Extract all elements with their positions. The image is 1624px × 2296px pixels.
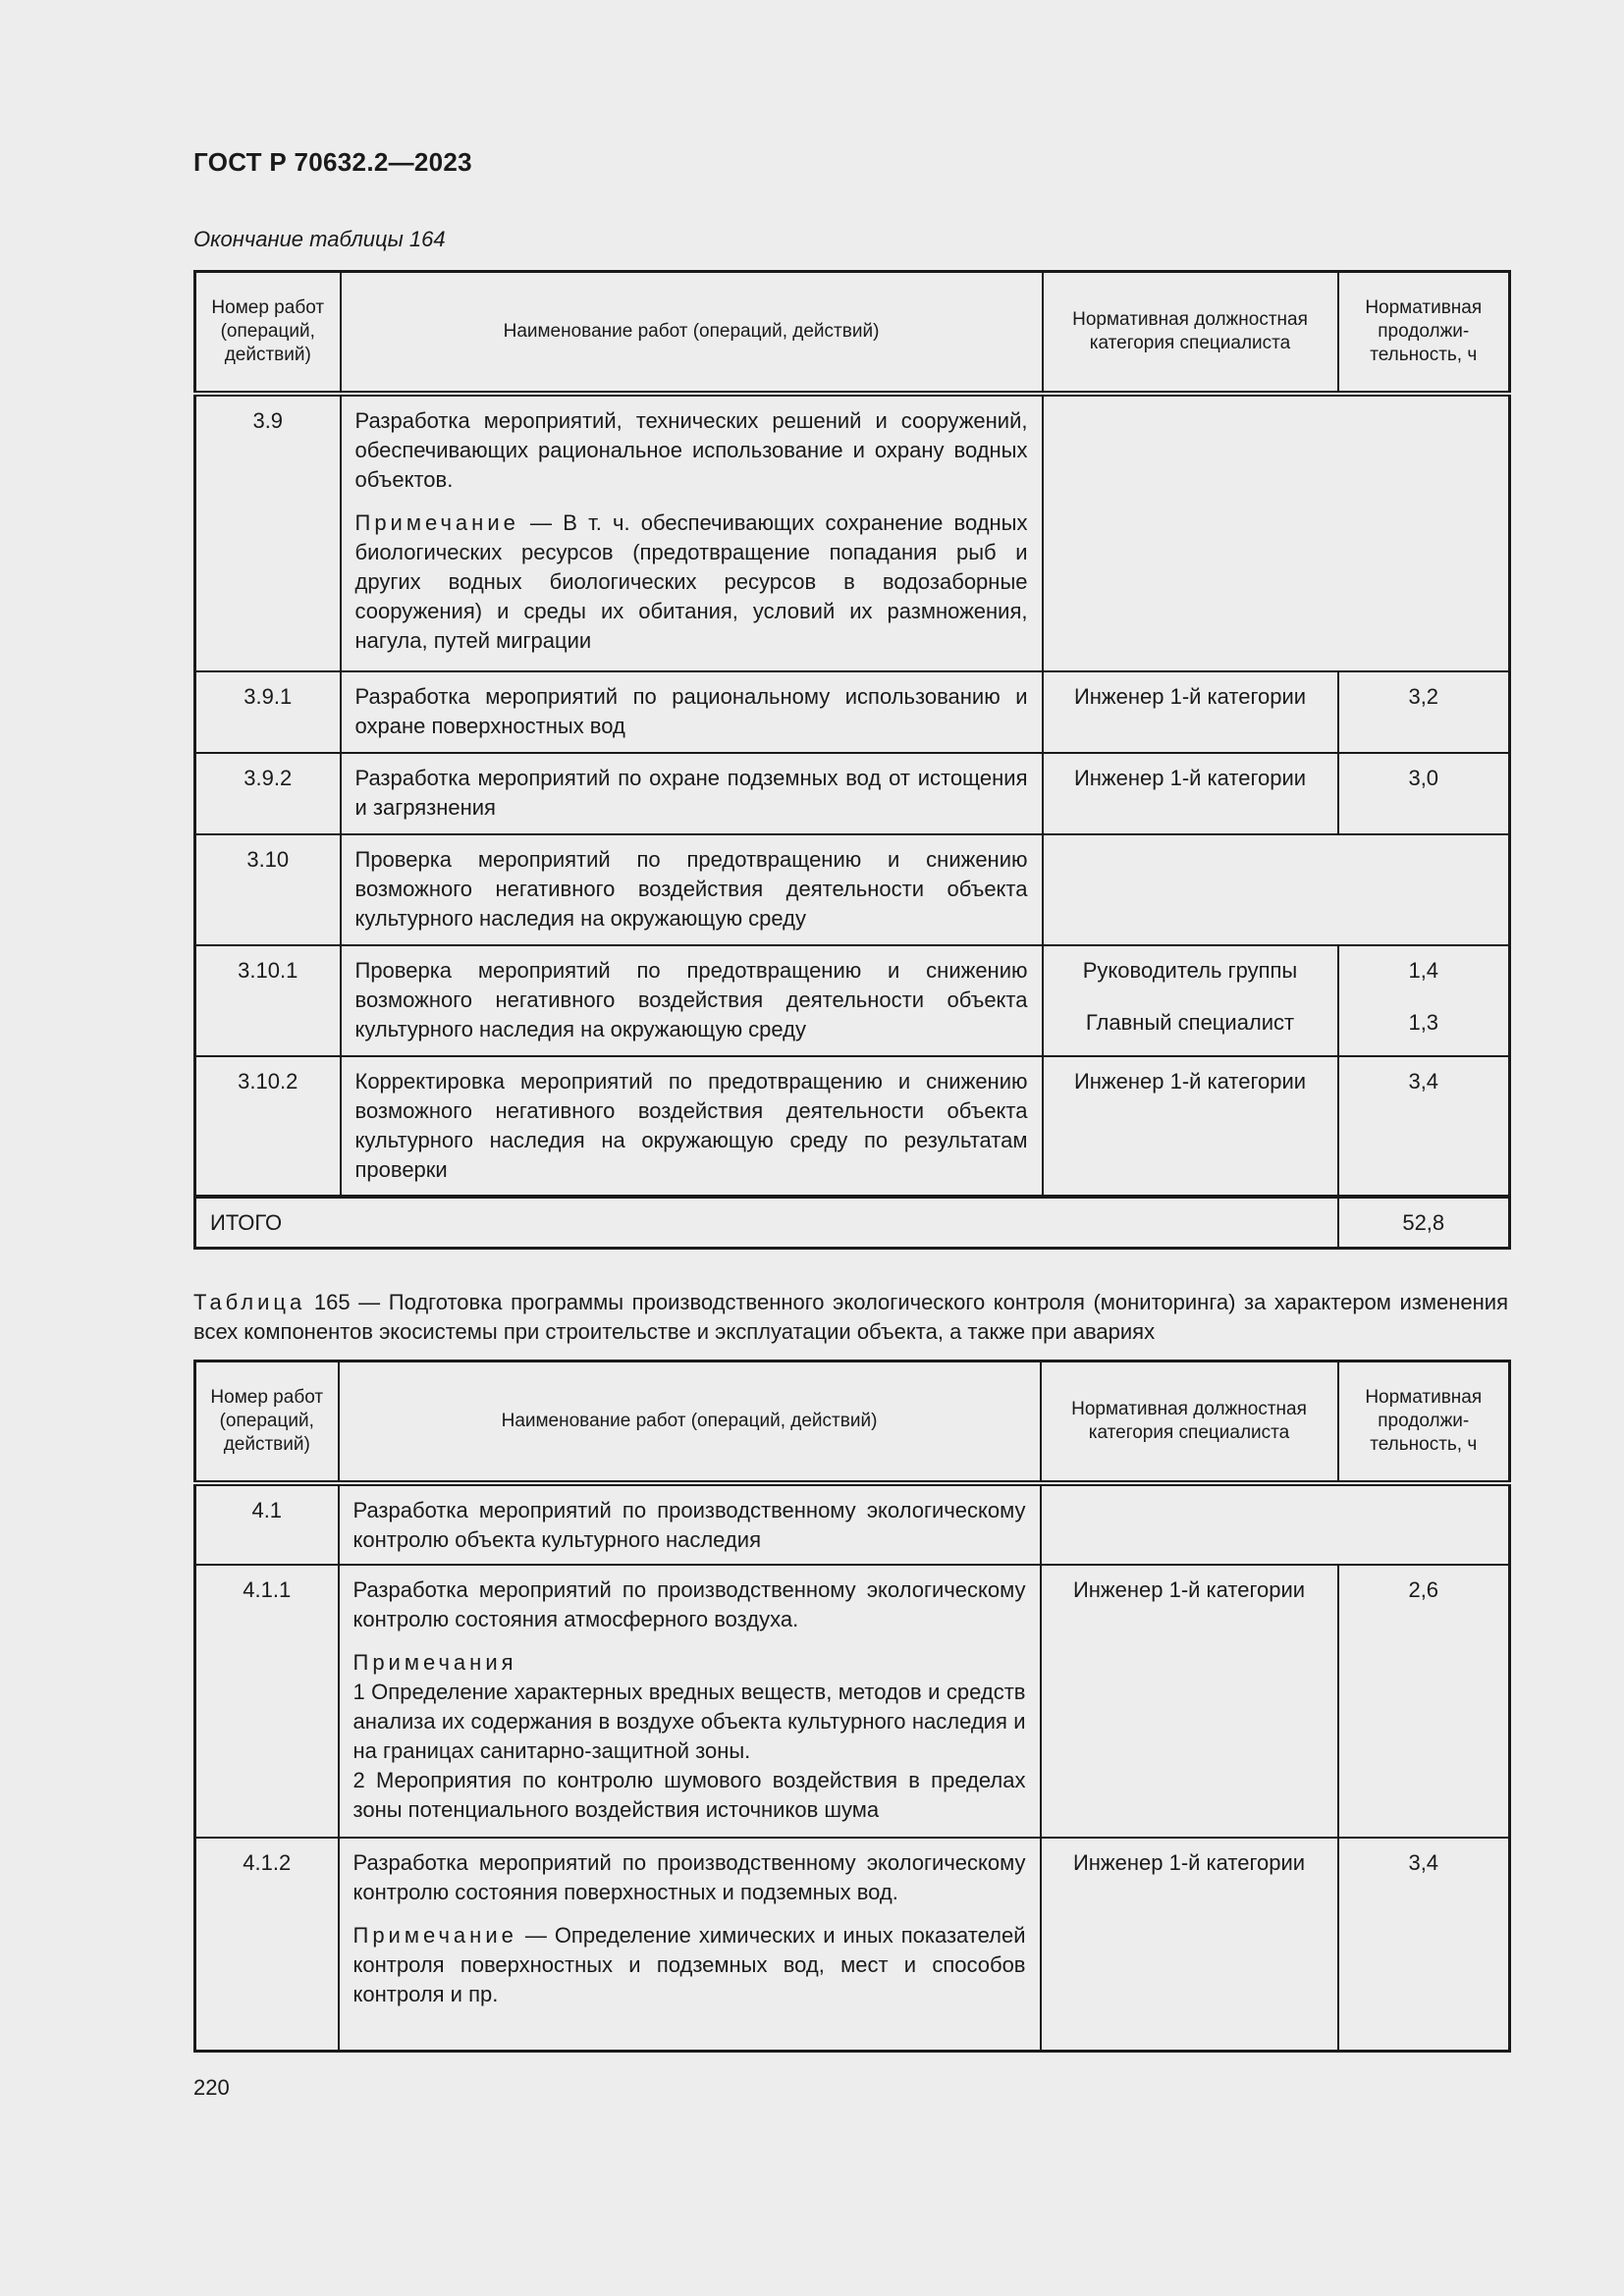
table-165 — [193, 1360, 1511, 2053]
table-164 — [193, 270, 1511, 1250]
total-label: ИТОГО — [195, 1197, 1338, 1249]
row-text: Разработка мероприятий по рациональному использованию и охране поверхностных вод — [341, 671, 1043, 753]
row-text: Разработка мероприятий по охране подземных вод от истощения и загрязнения — [341, 753, 1043, 834]
table-continuation-caption: Окончание таблицы 164 — [193, 227, 446, 251]
header-name: Наименование работ (операций, действий) — [341, 272, 1043, 394]
row-num: 4.1.1 — [195, 1565, 339, 1838]
row-duration: 3,4 — [1338, 1056, 1510, 1197]
row-num: 3.10.1 — [195, 945, 341, 1056]
note-item: 1 Определение характерных вредных веществ, методов и средств анализа их содержания в воздухе объекта культурного наследия и на границах санитарно-защитной зоны. — [352, 1679, 1026, 1763]
row-num: 3.9.1 — [195, 671, 341, 753]
row-category: Руководитель группы — [1082, 957, 1298, 983]
header-num: Номер работ (операций, действий) — [195, 1362, 339, 1483]
note-label: Примечание — [354, 509, 519, 535]
total-value: 52,8 — [1338, 1197, 1510, 1249]
table-row — [195, 834, 1510, 945]
row-duration: 3,0 — [1338, 753, 1510, 834]
row-text: Разработка мероприятий, технических решений и сооружений, обеспечивающих рациональное использование и охрану водных объектов. — [354, 407, 1028, 492]
row-description — [341, 394, 1043, 671]
row-duration: 1,3 — [1408, 1009, 1439, 1035]
row-duration-stack — [1338, 945, 1510, 1056]
table-row — [195, 1565, 1510, 1838]
table-total-row — [195, 1197, 1510, 1249]
table-word: Таблица — [193, 1290, 306, 1314]
page-number: 220 — [193, 2075, 230, 2100]
row-description — [339, 1565, 1041, 1838]
row-category: Инженер 1-й категории — [1043, 671, 1338, 753]
header-name: Наименование работ (операций, действий) — [339, 1362, 1041, 1483]
row-duration: 3,2 — [1338, 671, 1510, 753]
row-category: Главный специалист — [1085, 1009, 1295, 1035]
header-duration: Нормативная продолжи-тельность, ч — [1338, 1362, 1510, 1483]
table-title-text: 165 — Подготовка программы производственного экологического контроля (мониторинга) за характером изменения всех компонентов экосистемы при строительстве и эксплуатации объекта, а также при авариях — [193, 1290, 1508, 1344]
header-category: Нормативная должностная категория специалиста — [1043, 272, 1338, 394]
table-row — [195, 394, 1510, 671]
row-empty-cell — [1043, 834, 1510, 945]
row-num: 3.10 — [195, 834, 341, 945]
table-header-row — [195, 1362, 1510, 1483]
row-text: Разработка мероприятий по производственному экологическому контролю состояния поверхностных и подземных вод. — [352, 1849, 1026, 1904]
row-empty-cell — [1041, 1483, 1510, 1565]
note-text: — В т. ч. обеспечивающих сохранение водных биологических ресурсов (предотвращение попадания рыб и других водных биологических ресурсов в водозаборные сооружения) и среды их обитания, условий их размножения, нагула, путей миграции — [354, 509, 1028, 653]
table-165-title — [193, 1288, 1508, 1347]
row-category: Инженер 1-й категории — [1043, 1056, 1338, 1197]
table-row — [195, 671, 1510, 753]
row-num: 3.9 — [195, 394, 341, 671]
note-label: Примечания — [352, 1649, 517, 1675]
table-row — [195, 1838, 1510, 2052]
row-category: Инженер 1-й категории — [1041, 1565, 1338, 1838]
header-num: Номер работ (операций, действий) — [195, 272, 341, 394]
header-category: Нормативная должностная категория специалиста — [1041, 1362, 1338, 1483]
row-note — [353, 1921, 1026, 2009]
table-row — [195, 1483, 1510, 1565]
header-duration: Нормативная продолжи-тельность, ч — [1338, 272, 1510, 394]
row-description — [339, 1838, 1041, 2052]
row-text: Проверка мероприятий по предотвращению и снижению возможного негативного воздействия деятельности объекта культурного наследия на окружающую среду — [341, 834, 1043, 945]
row-num: 3.9.2 — [195, 753, 341, 834]
row-duration: 2,6 — [1338, 1565, 1510, 1838]
row-num: 4.1 — [195, 1483, 339, 1565]
row-num: 3.10.2 — [195, 1056, 341, 1197]
row-duration: 3,4 — [1338, 1838, 1510, 2052]
row-note — [353, 1648, 1026, 1825]
table-row — [195, 945, 1510, 1056]
row-category-stack — [1043, 945, 1338, 1056]
note-label: Примечание — [352, 1922, 517, 1948]
row-empty-cell — [1043, 394, 1510, 671]
note-text: — Определение химических и иных показателей контроля поверхностных и подземных вод, мест и способов контроля и пр. — [352, 1922, 1026, 2006]
row-category: Инженер 1-й категории — [1043, 753, 1338, 834]
document-code: ГОСТ Р 70632.2—2023 — [193, 147, 472, 177]
row-num: 4.1.2 — [195, 1838, 339, 2052]
table-row — [195, 1056, 1510, 1197]
row-text: Разработка мероприятий по производственному экологическому контролю состояния атмосферного воздуха. — [352, 1576, 1026, 1631]
row-text: Проверка мероприятий по предотвращению и снижению возможного негативного воздействия деятельности объекта культурного наследия на окружающую среду — [341, 945, 1043, 1056]
row-text: Разработка мероприятий по производственному экологическому контролю объекта культурного наследия — [339, 1483, 1041, 1565]
table-row — [195, 753, 1510, 834]
row-category: Инженер 1-й категории — [1041, 1838, 1338, 2052]
row-text: Корректировка мероприятий по предотвращению и снижению возможного негативного воздействия деятельности объекта культурного наследия на окружающую среду по результатам проверки — [341, 1056, 1043, 1197]
table-header-row — [195, 272, 1510, 394]
row-note — [355, 508, 1028, 656]
note-item: 2 Мероприятия по контролю шумового воздействия в пределах зоны потенциального воздействия источников шума — [352, 1767, 1026, 1822]
row-duration: 1,4 — [1408, 957, 1439, 983]
